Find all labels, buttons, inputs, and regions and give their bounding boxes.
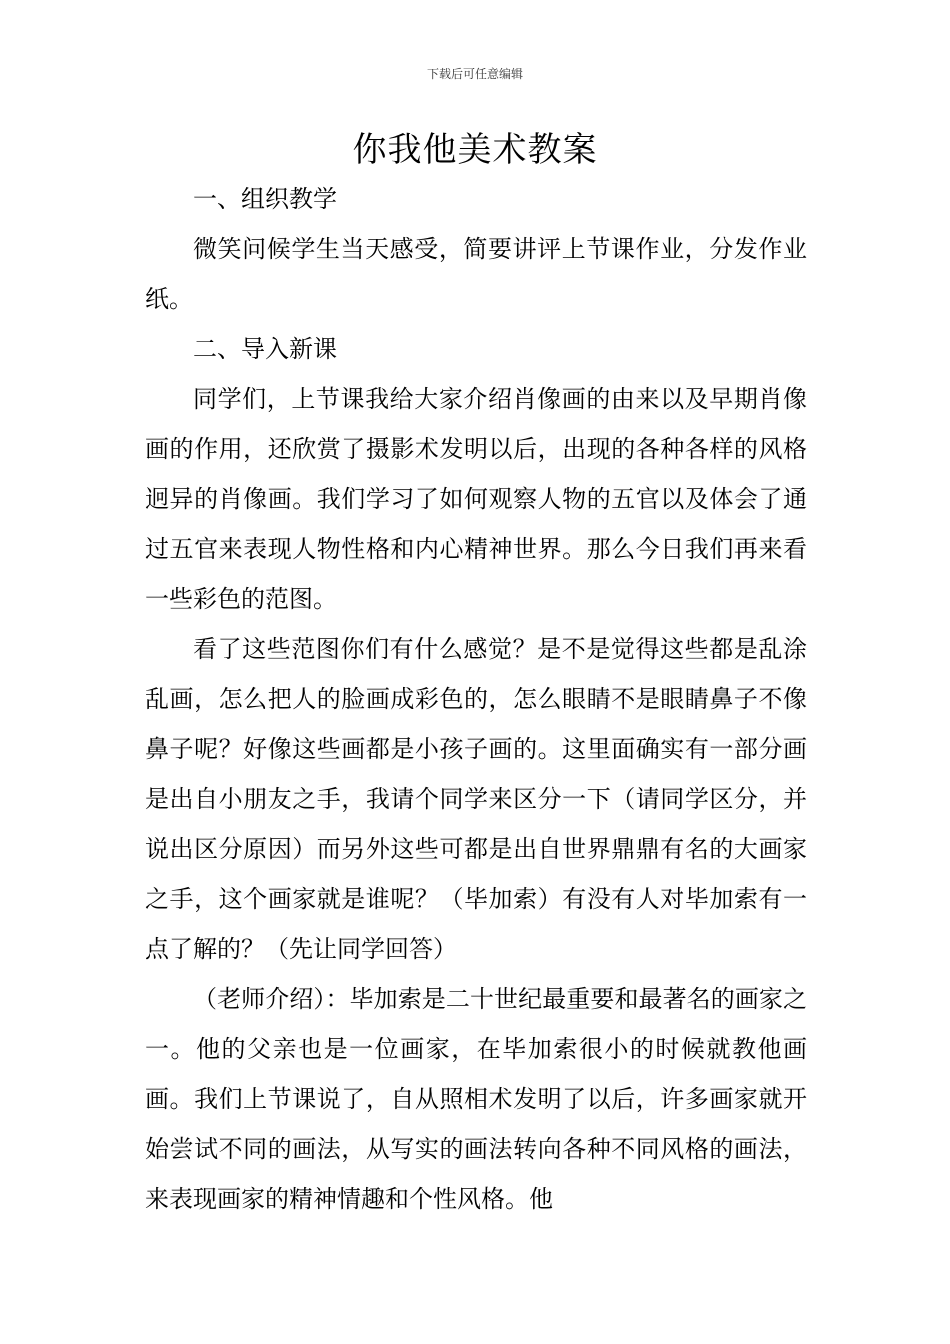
section-heading-organize: 一、组织教学: [193, 185, 337, 213]
paragraph-discussion: 看了这些范图你们有什么感觉？是不是觉得这些都是乱涂乱画，怎么把人的脸画成彩色的，怎么眼睛不是眼睛鼻子不像鼻子呢？好像这些画都是小孩子画的。这里面确实有一部分画是出自小朋友之手，我请个同学来区分一下（请同学区分，并说出区分原因）而另外这些可都是出自世界鼎鼎有名的大画家之手，这个画家就是谁呢？（毕加索）有没有人对毕加索有一点了解的？（先让同学回答）: [145, 635, 807, 963]
document-body: [145, 174, 807, 1224]
header-note: 下载后可任意编辑: [426, 67, 523, 81]
document-title: 你我他美术教案: [352, 130, 598, 170]
paragraph-teacher-intro: （老师介绍）：毕加索是二十世纪最重要和最著名的画家之一。他的父亲也是一位画家，在毕加索很小的时候就教他画画。我们上节课说了，自从照相术发明了以后，许多画家就开始尝试不同的画法，从写实的画法转向各种不同风格的画法，来表现画家的精神情趣和个性风格。他: [145, 985, 807, 1213]
paragraph-greeting: 微笑问候学生当天感受，简要讲评上节课作业，分发作业纸。: [145, 235, 807, 313]
section-heading-introduction: 二、导入新课: [193, 335, 337, 363]
paragraph-review: 同学们，上节课我给大家介绍肖像画的由来以及早期肖像画的作用，还欣赏了摄影术发明以后，出现的各种各样的风格迥异的肖像画。我们学习了如何观察人物的五官以及体会了通过五官来表现人物性格和内心精神世界。那么今日我们再来看一些彩色的范图。: [145, 385, 807, 613]
